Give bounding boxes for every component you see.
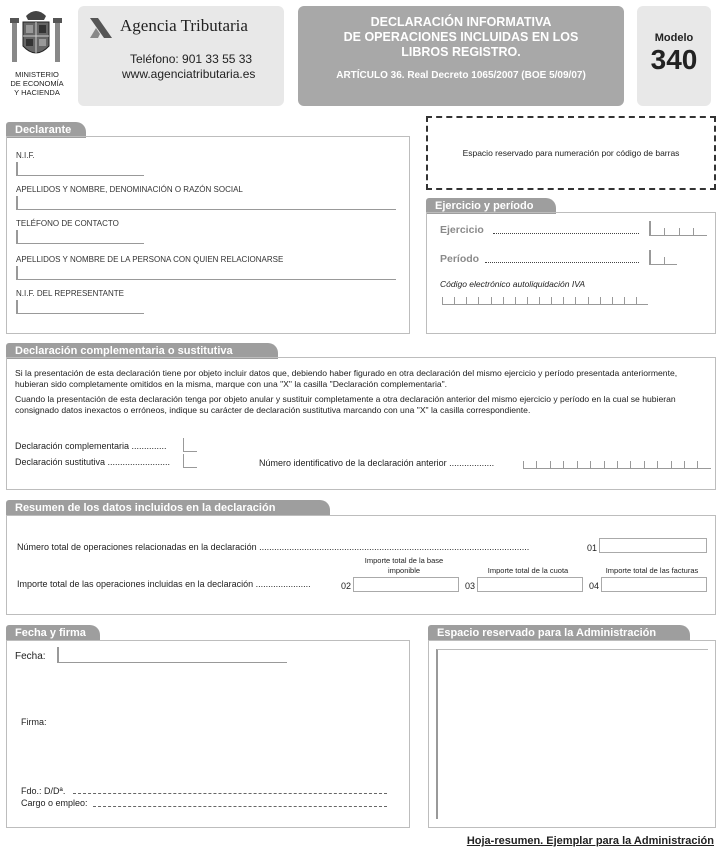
sustitutiva-checkbox[interactable] [183,454,197,468]
fdo-field[interactable] [73,793,387,794]
box-01-number: 01 [587,543,598,553]
codigo-field[interactable] [442,293,648,305]
firma-tab: Fecha y firma [6,625,100,641]
box-04-number: 04 [589,581,600,591]
barcode-text: Espacio reservado para numeración por código de barras [462,148,680,158]
box-04-input[interactable] [601,577,707,592]
modelo-label: Modelo [654,32,694,44]
firma-section [6,640,410,828]
agency-logo-icon [88,16,114,40]
box-03-input[interactable] [477,577,583,592]
complementaria-label: Declaración complementaria .............. [15,441,167,451]
modelo-box [637,6,711,106]
admin-section [428,640,716,828]
box-02-number: 02 [341,581,352,591]
col-facturas-label: Importe total de las facturas [605,566,699,575]
col-cuota-label: Importe total de la cuota [487,566,569,575]
codigo-label: Código electrónico autoliquidación IVA [440,279,586,289]
firma-area[interactable] [67,701,387,777]
form-title-line: DE OPERACIONES INCLUIDAS EN LOS [343,30,579,44]
box-02-input[interactable] [353,577,459,592]
nif-field[interactable] [16,162,144,176]
numero-anterior-field[interactable] [523,457,711,469]
complementaria-checkbox[interactable] [183,438,197,452]
rep-nif-label: N.I.F. DEL REPRESENTANTE [16,289,125,298]
complementaria-tab: Declaración complementaria o sustitutiva [6,343,278,359]
name-label: APELLIDOS Y NOMBRE, DENOMINACIÓN O RAZÓN SOCIAL [16,185,243,194]
numero-anterior-label: Número identificativo de la declaración anterior .................. [259,458,495,468]
complementaria-para1: Si la presentación de esta declaración tiene por objeto incluir datos que, debiendo haber figurado en otra declaración del mismo ejercicio y período presentada anteriormente, hubieran sido completamente omitidos en la misma, marque con una "X" la casilla "Declaración complementaria". [15,368,678,389]
admin-tab: Espacio reservado para la Administración [428,625,690,641]
cargo-field[interactable] [93,806,387,807]
resumen-section [6,515,716,615]
box-03-number: 03 [465,581,476,591]
footer-text: Hoja-resumen. Ejemplar para la Administración [466,835,714,847]
agency-name: Agencia Tributaria [120,16,248,35]
importe-ops-label: Importe total de las operaciones incluidas en la declaración ...................... [17,579,311,589]
form-title-line: DECLARACIÓN INFORMATIVA [370,15,552,29]
firma-label: Firma: [21,717,47,727]
phone-label: TELÉFONO DE CONTACTO [16,219,119,228]
agency-phone: Teléfono: 901 33 55 33 [130,52,253,66]
ejercicio-field[interactable] [649,221,707,236]
col-base-label: Importe total de la base imponible [364,556,444,575]
sustitutiva-label: Declaración sustitutiva ......................... [15,457,171,467]
modelo-number: 340 [650,44,698,75]
form-title-line: LIBROS REGISTRO. [401,45,521,59]
agency-website: www.agenciatributaria.es [122,67,256,81]
fdo-label: Fdo.: D/Dª. [21,786,66,796]
cargo-label: Cargo o empleo: [21,798,88,808]
name-field[interactable] [16,196,396,210]
ministry-name: MINISTERIO DE ECONOMÍA Y HACIENDA [10,70,64,97]
complementaria-para2: Cuando la presentación de esta declaración tenga por objeto anular y sustituir completamente a otra declaración anterior del mismo ejercicio y período en la cual se hubieran consignado datos inexactos o erróneos, indique su carácter de declaración sustitutiva marcando con una "X" la casilla correspondiente. [15,394,676,415]
ejercicio-label: Ejercicio [440,224,484,236]
nif-label: N.I.F. [16,151,35,160]
government-coat-of-arms [8,6,64,68]
barcode-space [426,116,716,190]
complementaria-section [6,357,716,490]
box-01-input[interactable] [599,538,707,553]
form-title-box [298,6,624,106]
agency-info-box [78,6,284,106]
ejercicio-tab: Ejercicio y período [426,198,556,214]
form-legal-reference: ARTÍCULO 36. Real Decreto 1065/2007 (BOE 5/09/07) [336,70,586,81]
ejercicio-section [426,212,716,334]
fecha-label: Fecha: [15,651,46,662]
total-ops-label: Número total de operaciones relacionadas en la declaración ............................................................................................................ [17,542,530,552]
phone-field[interactable] [16,230,144,244]
periodo-field[interactable] [649,250,677,265]
resumen-tab: Resumen de los datos incluidos en la declaración [6,500,330,516]
periodo-label: Período [440,253,480,265]
declarante-section [6,136,410,334]
admin-inner-area [436,649,708,819]
fecha-field[interactable] [57,647,287,663]
rep-nif-field[interactable] [16,300,144,314]
contact-label: APELLIDOS Y NOMBRE DE LA PERSONA CON QUIEN RELACIONARSE [16,255,284,264]
declarante-tab: Declarante [6,122,86,138]
contact-field[interactable] [16,266,396,280]
